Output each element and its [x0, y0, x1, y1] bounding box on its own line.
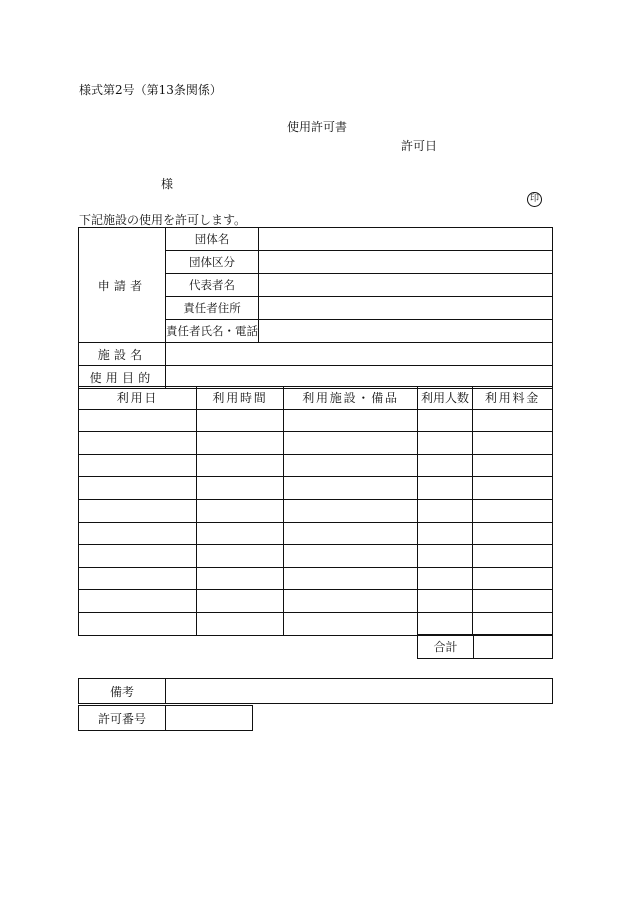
headcount-cell[interactable] [418, 590, 473, 613]
headcount-cell[interactable] [418, 612, 473, 635]
table-row [79, 522, 553, 545]
usage-date-cell[interactable] [79, 590, 197, 613]
usage-date-cell[interactable] [79, 432, 197, 455]
table-row [79, 612, 553, 635]
table-row [79, 499, 553, 522]
usage-fee-cell[interactable] [473, 477, 553, 500]
usage-date-cell[interactable] [79, 454, 197, 477]
facility-equipment-cell[interactable] [284, 545, 418, 568]
column-usage-date: 利用日 [79, 387, 197, 410]
headcount-cell[interactable] [418, 499, 473, 522]
remarks-table [78, 678, 553, 704]
usage-time-cell[interactable] [197, 454, 284, 477]
usage-date-cell[interactable] [79, 567, 197, 590]
usage-fee-cell[interactable] [473, 612, 553, 635]
usage-time-cell[interactable] [197, 612, 284, 635]
permit-date-label: 許可日 [401, 139, 438, 153]
facility-equipment-cell[interactable] [284, 590, 418, 613]
remarks-label: 備考 [79, 679, 166, 704]
facility-equipment-cell[interactable] [284, 409, 418, 432]
usage-fee-cell[interactable] [473, 590, 553, 613]
usage-date-cell[interactable] [79, 522, 197, 545]
usage-fee-cell[interactable] [473, 499, 553, 522]
total-field[interactable] [474, 635, 553, 659]
group-name-field[interactable] [259, 228, 553, 251]
total-table [417, 634, 553, 659]
facility-equipment-cell[interactable] [284, 499, 418, 522]
table-row [79, 432, 553, 455]
headcount-cell[interactable] [418, 522, 473, 545]
manager-name-phone-label: 責任者氏名・電話 [166, 320, 259, 343]
usage-purpose-label: 使用目的 [79, 366, 166, 389]
representative-name-field[interactable] [259, 274, 553, 297]
usage-header-row [79, 387, 553, 410]
headcount-cell[interactable] [418, 545, 473, 568]
manager-address-field[interactable] [259, 297, 553, 320]
group-category-field[interactable] [259, 251, 553, 274]
representative-name-label: 代表者名 [166, 274, 259, 297]
column-usage-time: 利用時間 [197, 387, 284, 410]
table-row [79, 590, 553, 613]
table-row [79, 477, 553, 500]
facility-equipment-cell[interactable] [284, 454, 418, 477]
usage-fee-cell[interactable] [473, 567, 553, 590]
column-headcount: 利用人数 [418, 387, 473, 410]
usage-date-cell[interactable] [79, 612, 197, 635]
headcount-cell[interactable] [418, 567, 473, 590]
facility-equipment-cell[interactable] [284, 477, 418, 500]
usage-time-cell[interactable] [197, 432, 284, 455]
group-name-label: 団体名 [166, 228, 259, 251]
usage-time-cell[interactable] [197, 409, 284, 432]
facility-name-field[interactable] [166, 343, 553, 366]
addressee-suffix: 様 [161, 177, 174, 191]
facility-equipment-cell[interactable] [284, 612, 418, 635]
remarks-field[interactable] [166, 679, 553, 704]
facility-equipment-cell[interactable] [284, 432, 418, 455]
usage-date-cell[interactable] [79, 545, 197, 568]
permit-number-label: 許可番号 [79, 706, 166, 731]
total-label: 合計 [418, 635, 474, 659]
column-facility-equipment: 利用施設・備品 [284, 387, 418, 410]
manager-address-label: 責任者住所 [166, 297, 259, 320]
table-row [79, 545, 553, 568]
group-category-label: 団体区分 [166, 251, 259, 274]
usage-fee-cell[interactable] [473, 454, 553, 477]
usage-date-cell[interactable] [79, 409, 197, 432]
usage-time-cell[interactable] [197, 499, 284, 522]
usage-date-cell[interactable] [79, 499, 197, 522]
usage-time-cell[interactable] [197, 477, 284, 500]
facility-equipment-cell[interactable] [284, 567, 418, 590]
usage-fee-cell[interactable] [473, 432, 553, 455]
usage-table [78, 386, 553, 636]
intro-text: 下記施設の使用を許可します。 [79, 213, 247, 227]
document-title: 使用許可書 [287, 120, 348, 134]
usage-time-cell[interactable] [197, 522, 284, 545]
facility-equipment-cell[interactable] [284, 522, 418, 545]
column-usage-fee: 利用料金 [473, 387, 553, 410]
usage-time-cell[interactable] [197, 567, 284, 590]
headcount-cell[interactable] [418, 477, 473, 500]
facility-name-label: 施設名 [79, 343, 166, 366]
headcount-cell[interactable] [418, 409, 473, 432]
manager-name-phone-field[interactable] [259, 320, 553, 343]
applicant-section-label: 申請者 [79, 228, 166, 343]
table-row [79, 409, 553, 432]
seal-icon: 印 [527, 192, 542, 207]
form-number-label: 様式第2号（第13条関係） [79, 83, 222, 97]
usage-time-cell[interactable] [197, 590, 284, 613]
permit-number-table [78, 705, 253, 731]
usage-date-cell[interactable] [79, 477, 197, 500]
table-row [79, 454, 553, 477]
usage-fee-cell[interactable] [473, 409, 553, 432]
usage-time-cell[interactable] [197, 545, 284, 568]
headcount-cell[interactable] [418, 454, 473, 477]
headcount-cell[interactable] [418, 432, 473, 455]
applicant-table [78, 227, 553, 389]
usage-fee-cell[interactable] [473, 522, 553, 545]
usage-fee-cell[interactable] [473, 545, 553, 568]
table-row [79, 567, 553, 590]
permit-number-field[interactable] [166, 706, 253, 731]
